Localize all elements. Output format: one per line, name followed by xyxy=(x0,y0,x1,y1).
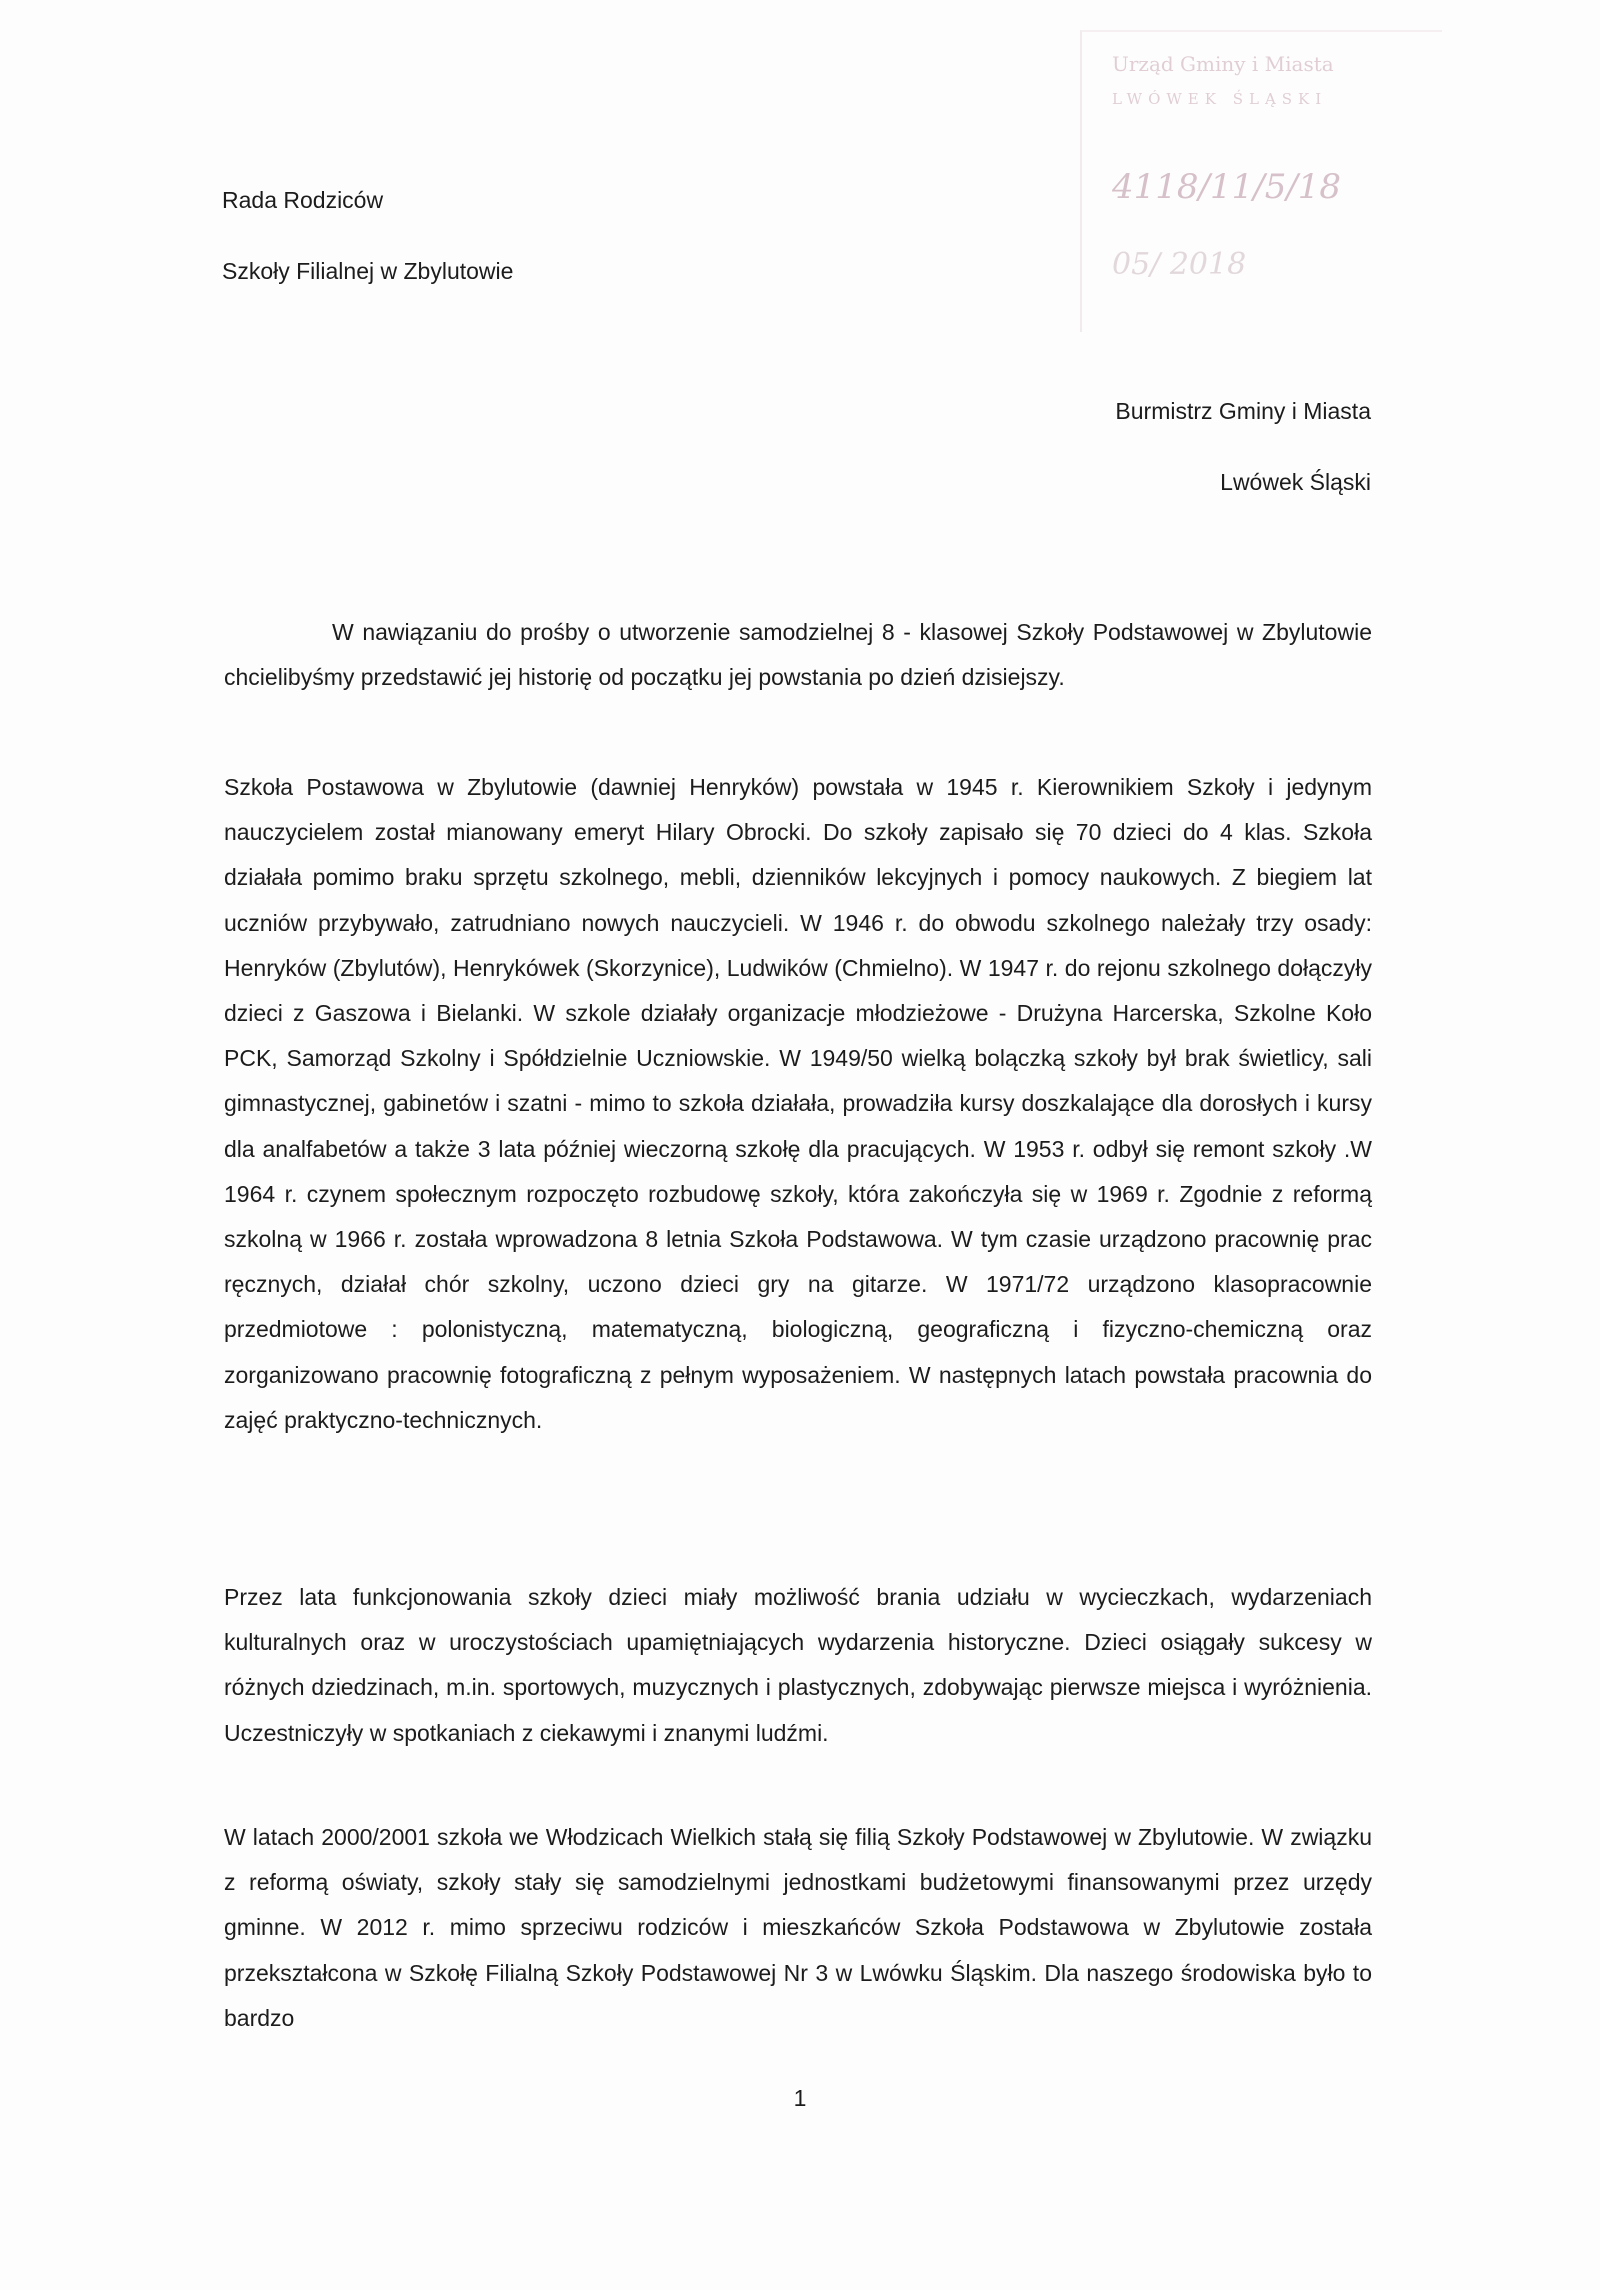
letter-paragraph-history xyxy=(224,765,1372,1443)
letter-paragraph-reform xyxy=(224,1815,1372,2041)
letter-paragraph-activities xyxy=(224,1575,1372,1756)
page-number: 1 xyxy=(793,2085,807,2111)
addressee-title: Burmistrz Gminy i Miasta xyxy=(1115,398,1371,424)
addressee-town: Lwówek Śląski xyxy=(1220,469,1371,495)
registration-stamp xyxy=(1080,30,1442,332)
sender-name: Rada Rodziców xyxy=(222,187,384,213)
stamp-office-town: LWÓWEK ŚLĄSKI xyxy=(1112,90,1328,108)
stamp-office-name: Urząd Gminy i Miasta xyxy=(1112,52,1334,76)
paragraph-text: W latach 2000/2001 szkoła we Włodzicach Wielkich stałą się filią Szkoły Podstawowej w Zbylutowie. W związku z reformą oświaty, szkoły stały się samodzielnymi jednostkami budżetowymi finansowanymi przez urzędy gminne. W 2012 r. mimo sprzeciwu rodziców i mieszkańców Szkoła Podstawowa w Zbylutowie została przekształcona w Szkołę Filialną Szkoły Podstawowej Nr 3 w Lwówku Śląskim. Dla naszego środowiska było to bardzo xyxy=(224,1824,1372,2031)
paragraph-text: W nawiązaniu do prośby o utworzenie samodzielnej 8 - klasowej Szkoły Podstawowej w Zbylutowie chcielibyśmy przedstawić jej historię od początku jej powstania po dzień dzisiejszy. xyxy=(224,619,1372,691)
letter-paragraph-intro xyxy=(224,610,1372,700)
sender-school: Szkoły Filialnej w Zbylutowie xyxy=(222,258,514,284)
paragraph-text: Przez lata funkcjonowania szkoły dzieci miały możliwość brania udziału w wycieczkach, wydarzeniach kulturalnych oraz w uroczystościach upamiętniających wydarzenia historyczne. Dzieci osiągały sukcesy w różnych dziedzinach, m.in. sportowych, muzycznych i plastycznych, zdobywając pierwsze miejsca i wyróżnienia. Uczestniczyły w spotkaniach z ciekawymi i znanymi ludźmi. xyxy=(224,1584,1372,1746)
stamp-date: 05/ 2018 xyxy=(1112,247,1247,282)
paragraph-text: Szkoła Postawowa w Zbylutowie (dawniej Henryków) powstała w 1945 r. Kierownikiem Szkoły i jedynym nauczycielem został mianowany emeryt Hilary Obrocki. Do szkoły zapisało się 70 dzieci do 4 klas. Szkoła działała pomimo braku sprzętu szkolnego, mebli, dzienników lekcyjnych i pomocy naukowych. Z biegiem lat uczniów przybywało, zatrudniano nowych nauczycieli. W 1946 r. do obwodu szkolnego należały trzy osady: Henryków (Zbylutów), Henrykówek (Skorzynice), Ludwików (Chmielno). W 1947 r. do rejonu szkolnego dołączyły dzieci z Gaszowa i Bielanki. W szkole działały organizacje młodzieżowe - Drużyna Harcerska, Szkolne Koło PCK, Samorząd Szkolny i Spółdzielnie Uczniowskie. W 1949/50 wielką bolączką szkoły był brak świetlicy, sali gimnastycznej, gabinetów i szatni - mimo to szkoła działała, prowadziła kursy doszkalające dla dorosłych i kursy dla analfabetów a także 3 lata później wieczorną szkołę dla pracujących. W 1953 r. odbył się remont szkoły .W 1964 r. czynem społecznym rozpoczęto rozbudowę szkoły, która zakończyła się w 1969 r. Zgodnie z reformą szkolną w 1966 r. została wprowadzona 8 letnia Szkoła Podstawowa. W tym czasie urządzono pracownię prac ręcznych, działał chór szkolny, uczono dzieci gry na gitarze. W 1971/72 urządzono klasopracownie przedmiotowe : polonistyczną, matematyczną, biologiczną, geograficzną i fizyczno-chemiczną oraz zorganizowano pracownię fotograficzną z pełnym wyposażeniem. W następnych latach powstała pracownia do zajęć praktyczno-technicznych. xyxy=(224,774,1372,1433)
stamp-registration-number: 4118/11/5/18 xyxy=(1112,167,1342,207)
